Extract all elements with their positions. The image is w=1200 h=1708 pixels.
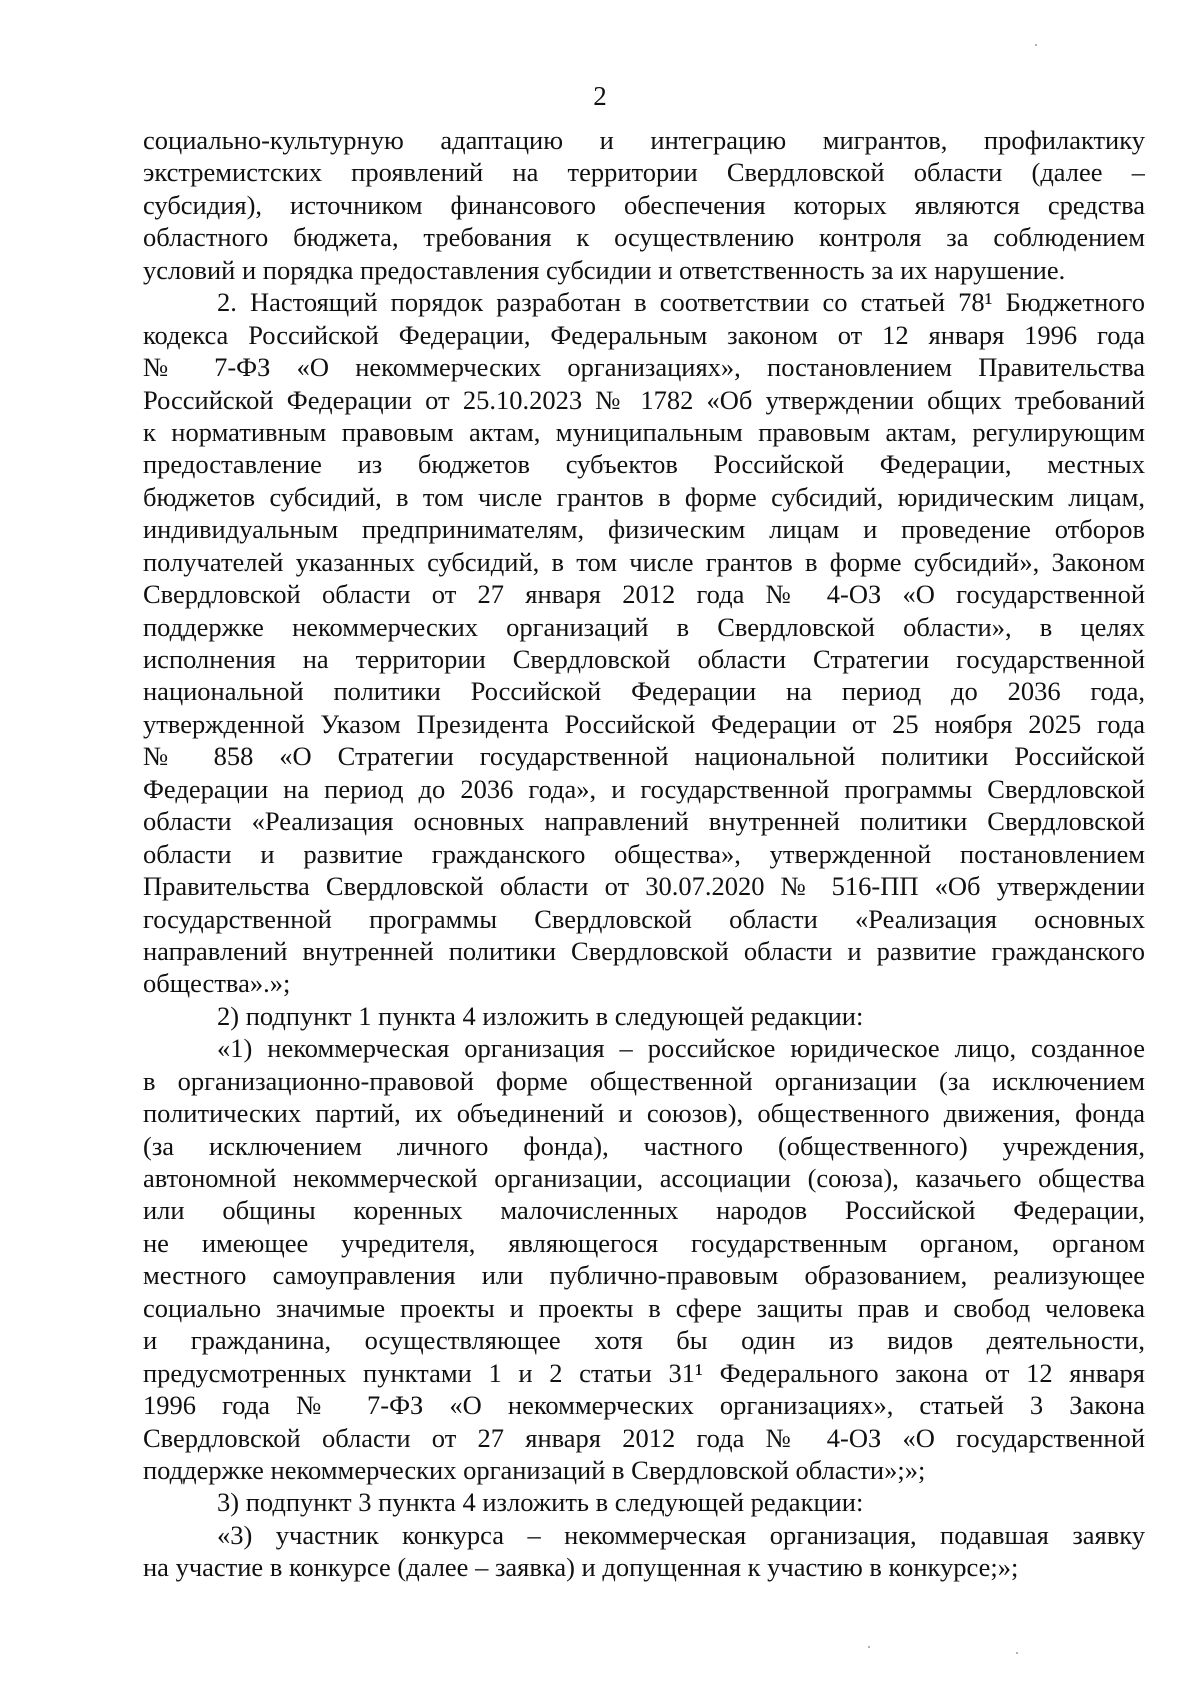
text-line: области «Реализация основных направлений внутренней политики Свердловской — [143, 806, 1145, 837]
page-number: 2 — [593, 81, 607, 111]
text-line: автономной некоммерческой организации, ассоциации (союза), казачьего общества — [143, 1163, 1145, 1193]
text-line: исполнения на территории Свердловской области Стратегии государственной — [143, 644, 1145, 674]
text-line: 2) подпункт 1 пункта 4 изложить в следующей редакции: — [217, 1000, 864, 1031]
document-body — [143, 124, 1145, 1584]
text-line: национальной политики Российской Федерации на период до 2036 года, — [143, 676, 1145, 707]
text-line: области и развитие гражданского общества», утвержденной постановлением — [143, 838, 1145, 869]
text-line: № 858 «О Стратегии государственной национальной политики Российской — [143, 741, 1145, 772]
scan-speck — [1016, 1652, 1018, 1654]
text-line: предусмотренных пунктами 1 и 2 статьи 31¹ Федерального закона от 12 января — [143, 1357, 1145, 1388]
text-line: условий и порядка предоставления субсидии и ответственность за их нарушение. — [143, 254, 1066, 285]
scan-speck — [1035, 44, 1037, 46]
text-line: 1996 года № 7-ФЗ «О некоммерческих организациях», статьей 3 Закона — [143, 1390, 1145, 1421]
text-line: в организационно-правовой форме общественной организации (за исключением — [143, 1065, 1145, 1096]
text-line: поддержке некоммерческих организаций в Свердловской области», в целях — [143, 611, 1145, 642]
text-line: Российской Федерации от 25.10.2023 № 1782 «Об утверждении общих требований — [143, 384, 1145, 415]
text-line: «3) участник конкурса – некоммерческая организация, подавшая заявку — [217, 1519, 1145, 1550]
text-line: и гражданина, осуществляющее хотя бы один из видов деятельности, — [143, 1325, 1145, 1356]
text-line: кодекса Российской Федерации, Федеральным законом от 12 января 1996 года — [143, 319, 1145, 350]
text-line: социально значимые проекты и проекты в сфере защиты прав и свобод человека — [143, 1292, 1145, 1323]
text-line: Федерации на период до 2036 года», и государственной программы Свердловской — [143, 773, 1145, 804]
text-line: бюджетов субсидий, в том числе грантов в форме субсидий, юридическим лицам, — [143, 481, 1145, 512]
text-line: предоставление из бюджетов субъектов Российской Федерации, местных — [143, 449, 1145, 480]
text-line: субсидия), источником финансового обеспечения которых являются средства — [143, 189, 1145, 220]
text-line: поддержке некоммерческих организаций в Свердловской области»;»; — [143, 1454, 926, 1485]
text-line: направлений внутренней политики Свердловской области и развитие гражданского — [143, 935, 1145, 966]
text-line: на участие в конкурсе (далее – заявка) и допущенная к участию в конкурсе;»; — [143, 1552, 1019, 1583]
text-line: утвержденной Указом Президента Российской Федерации от 25 ноября 2025 года — [143, 708, 1145, 739]
text-line: индивидуальным предпринимателям, физическим лицам и проведение отборов — [143, 514, 1145, 545]
text-line: областного бюджета, требования к осуществлению контроля за соблюдением — [143, 222, 1145, 253]
text-line: политических партий, их объединений и союзов), общественного движения, фонда — [143, 1098, 1145, 1129]
text-line: или общины коренных малочисленных народов Российской Федерации, — [143, 1195, 1145, 1226]
text-line: «1) некоммерческая организация – российское юридическое лицо, созданное — [217, 1033, 1145, 1064]
text-line: общества».»; — [143, 968, 291, 999]
scan-speck — [868, 1646, 870, 1648]
text-line: Свердловской области от 27 января 2012 года № 4-ОЗ «О государственной — [143, 579, 1145, 610]
text-line: к нормативным правовым актам, муниципальным правовым актам, регулирующим — [143, 416, 1145, 447]
text-line: местного самоуправления или публично-правовым образованием, реализующее — [143, 1260, 1145, 1291]
text-line: не имеющее учредителя, являющегося государственным органом, органом — [143, 1227, 1145, 1258]
text-line: экстремистских проявлений на территории Свердловской области (далее – — [143, 157, 1145, 188]
text-line: 2. Настоящий порядок разработан в соответствии со статьей 78¹ Бюджетного — [217, 287, 1145, 318]
text-line: Свердловской области от 27 января 2012 года № 4-ОЗ «О государственной — [143, 1422, 1145, 1453]
text-line: Правительства Свердловской области от 30.07.2020 № 516-ПП «Об утверждении — [143, 871, 1145, 902]
text-line: социально-культурную адаптацию и интеграцию мигрантов, профилактику — [143, 125, 1145, 155]
text-line: (за исключением личного фонда), частного (общественного) учреждения, — [143, 1130, 1145, 1161]
text-line: получателей указанных субсидий, в том числе грантов в форме субсидий», Законом — [143, 546, 1145, 577]
text-line: 3) подпункт 3 пункта 4 изложить в следующей редакции: — [217, 1487, 864, 1518]
text-line: № 7-ФЗ «О некоммерческих организациях», постановлением Правительства — [143, 352, 1145, 383]
text-line: государственной программы Свердловской области «Реализация основных — [143, 903, 1145, 934]
